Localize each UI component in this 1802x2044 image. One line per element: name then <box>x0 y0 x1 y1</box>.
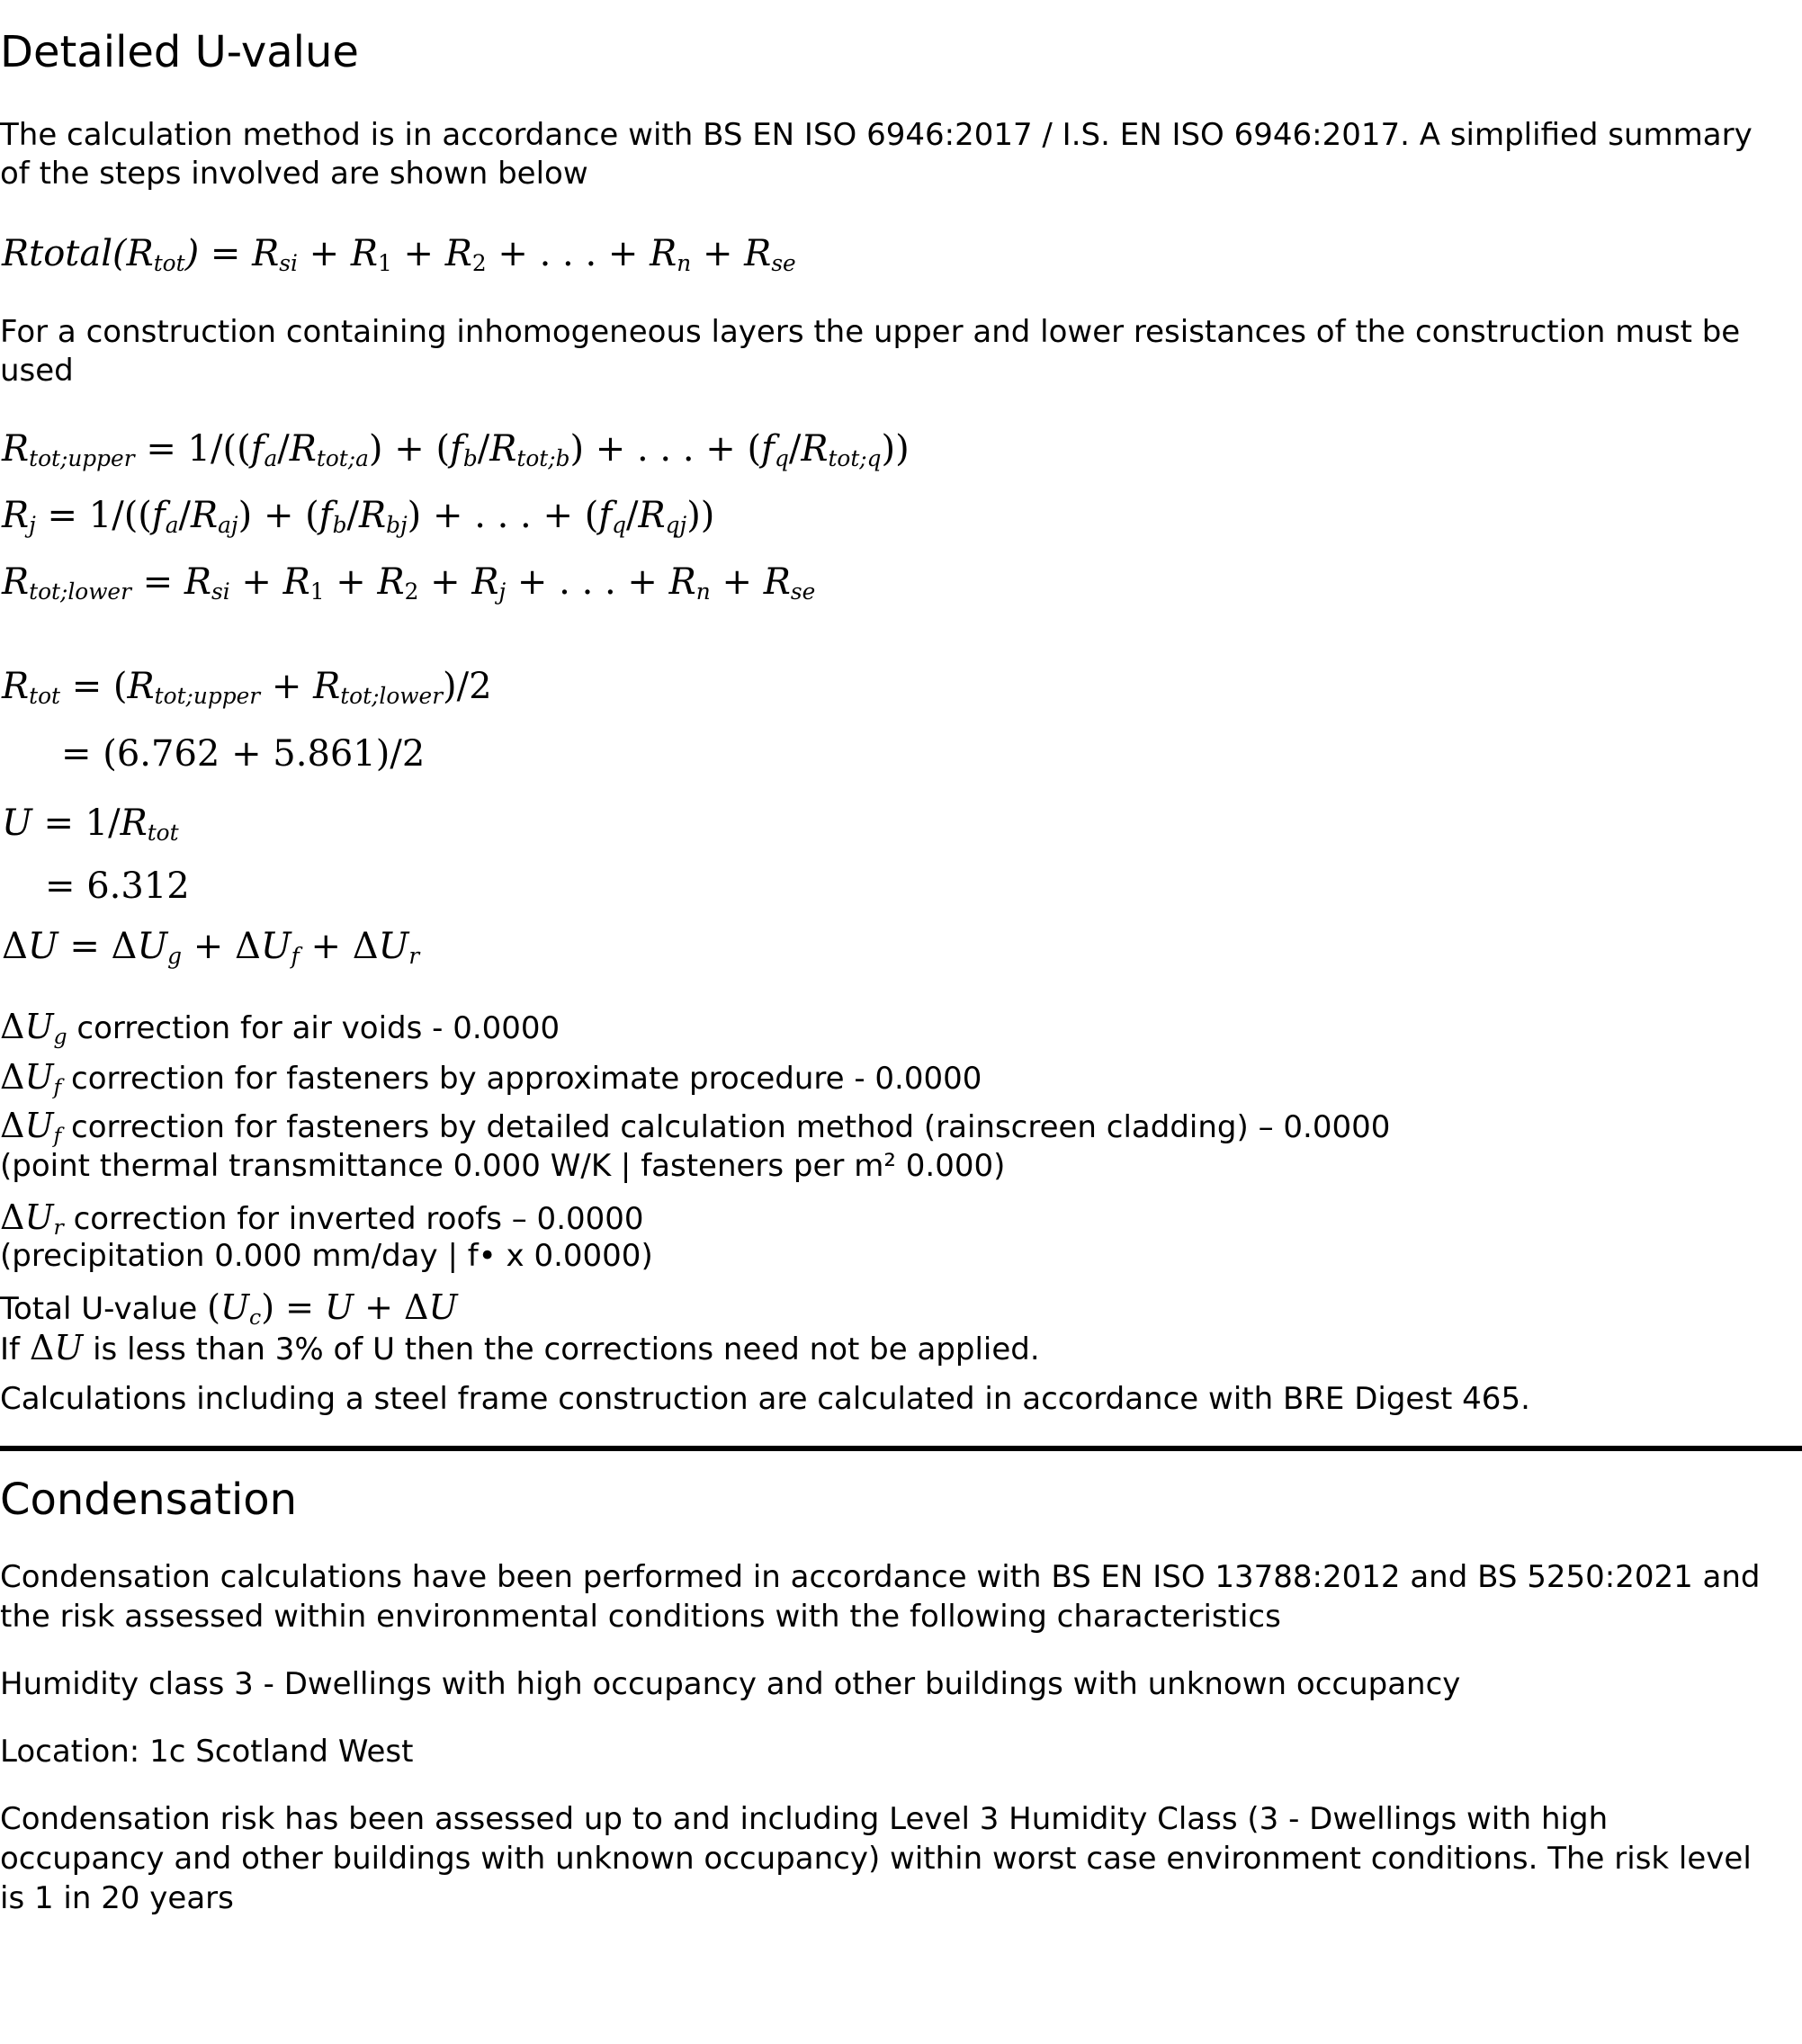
formula-rtotal: $Rtotal(R_{tot}) = R_{si} + R_1 + R_2$ + . . . + $R_n + R_{se}$ <box>2 233 796 277</box>
formula-rj: $R_j = 1/((f_a/R_{aj}) + (f_b/R_{bj})$ + . . . + $(f_q/R_{qj})$) <box>2 495 715 539</box>
formula-rtot-upper: $R_{tot;upper} = 1/((f_a/R_{tot;a}) + (f_b/R_{tot;b})$ + . . . + $(f_q/R_{tot;q})$) <box>2 428 910 472</box>
correction-air-voids: $\Delta U_g$ correction for air voids - 0.0000 <box>0 1007 560 1049</box>
inhomo-line1: For a construction containing inhomogeneous layers the upper and lower resistances of the construction must be <box>0 314 1741 350</box>
correction-fasteners-detailed-text: correction for fasteners by detailed calculation method (rainscreen cladding) – 0.0000 <box>71 1109 1391 1145</box>
risk-line2: occupancy and other buildings with unknown occupancy) within worst case environment conditions. The risk level <box>0 1841 1752 1877</box>
steel-frame-note: Calculations including a steel frame construction are calculated in accordance with BRE Digest 465. <box>0 1381 1530 1417</box>
uvalue-intro-line1: The calculation method is in accordance with BS EN ISO 6946:2017 / I.S. EN ISO 6946:2017. A simplified summary <box>0 117 1753 153</box>
uvalue-intro-line2: of the steps involved are shown below <box>0 156 588 192</box>
correction-inverted-roofs: $\Delta U_r$ correction for inverted roofs – 0.0000 <box>0 1197 644 1240</box>
formula-u: $U = 1/R_{tot}$ <box>2 802 179 847</box>
correction-air-voids-text: correction for air voids - 0.0000 <box>76 1010 560 1046</box>
correction-inverted-roofs-detail: (precipitation 0.000 mm/day | f• x 0.0000) <box>0 1238 653 1274</box>
corrections-threshold-note: If ΔU is less than 3% of U then the corrections need not be applied. <box>0 1328 1040 1367</box>
condensation-para-line2: the risk assessed within environmental conditions with the following characteristics <box>0 1599 1281 1635</box>
uvalue-heading: Detailed U-value <box>0 27 359 77</box>
risk-line1: Condensation risk has been assessed up to and including Level 3 Humidity Class (3 - Dwellings with high <box>0 1801 1609 1837</box>
threshold-suffix: is less than 3% of U then the corrections need not be applied. <box>93 1331 1040 1367</box>
u-value: = 6.312 <box>45 865 190 907</box>
correction-inverted-roofs-text: correction for inverted roofs – 0.0000 <box>73 1201 644 1237</box>
condensation-para-line1: Condensation calculations have been performed in accordance with BS EN ISO 13788:2012 and BS 5250:2021 and <box>0 1559 1761 1595</box>
total-u-value: Total U-value $(U_c) = U + \Delta U$ <box>0 1287 458 1330</box>
correction-fasteners-detail: (point thermal transmittance 0.000 W/K | fasteners per m² 0.000) <box>0 1148 1006 1184</box>
humidity-class: Humidity class 3 - Dwellings with high occupancy and other buildings with unknown occupancy <box>0 1666 1461 1702</box>
formula-rtot-lower: $R_{tot;lower} = R_{si} + R_1 + R_2 + R_j$ + . . . + $R_n + R_{se}$ <box>2 561 816 605</box>
risk-line3: is 1 in 20 years <box>0 1880 234 1916</box>
formula-rtot: $R_{tot} = (R_{tot;upper} + R_{tot;lower})/2$ <box>2 666 492 710</box>
rtot-values: = (6.762 + 5.861)/2 <box>61 733 426 775</box>
correction-fasteners-detailed: $\Delta U_f$ correction for fasteners by detailed calculation method (rainscreen cladding) – 0.0000 <box>0 1106 1391 1148</box>
inhomo-line2: used <box>0 353 74 389</box>
correction-fasteners-approx-text: correction for fasteners by approximate procedure - 0.0000 <box>71 1061 982 1097</box>
section-divider <box>0 1446 1802 1451</box>
threshold-prefix: If <box>0 1331 20 1367</box>
total-u-value-label: Total U-value <box>0 1291 198 1327</box>
correction-fasteners-approx: $\Delta U_f$ correction for fasteners by approximate procedure - 0.0000 <box>0 1057 982 1099</box>
condensation-heading: Condensation <box>0 1475 298 1525</box>
location: Location: 1c Scotland West <box>0 1734 414 1770</box>
formula-delta-u: $\Delta U = \Delta U_g + \Delta U_f + \Delta U_r$ <box>2 926 420 970</box>
